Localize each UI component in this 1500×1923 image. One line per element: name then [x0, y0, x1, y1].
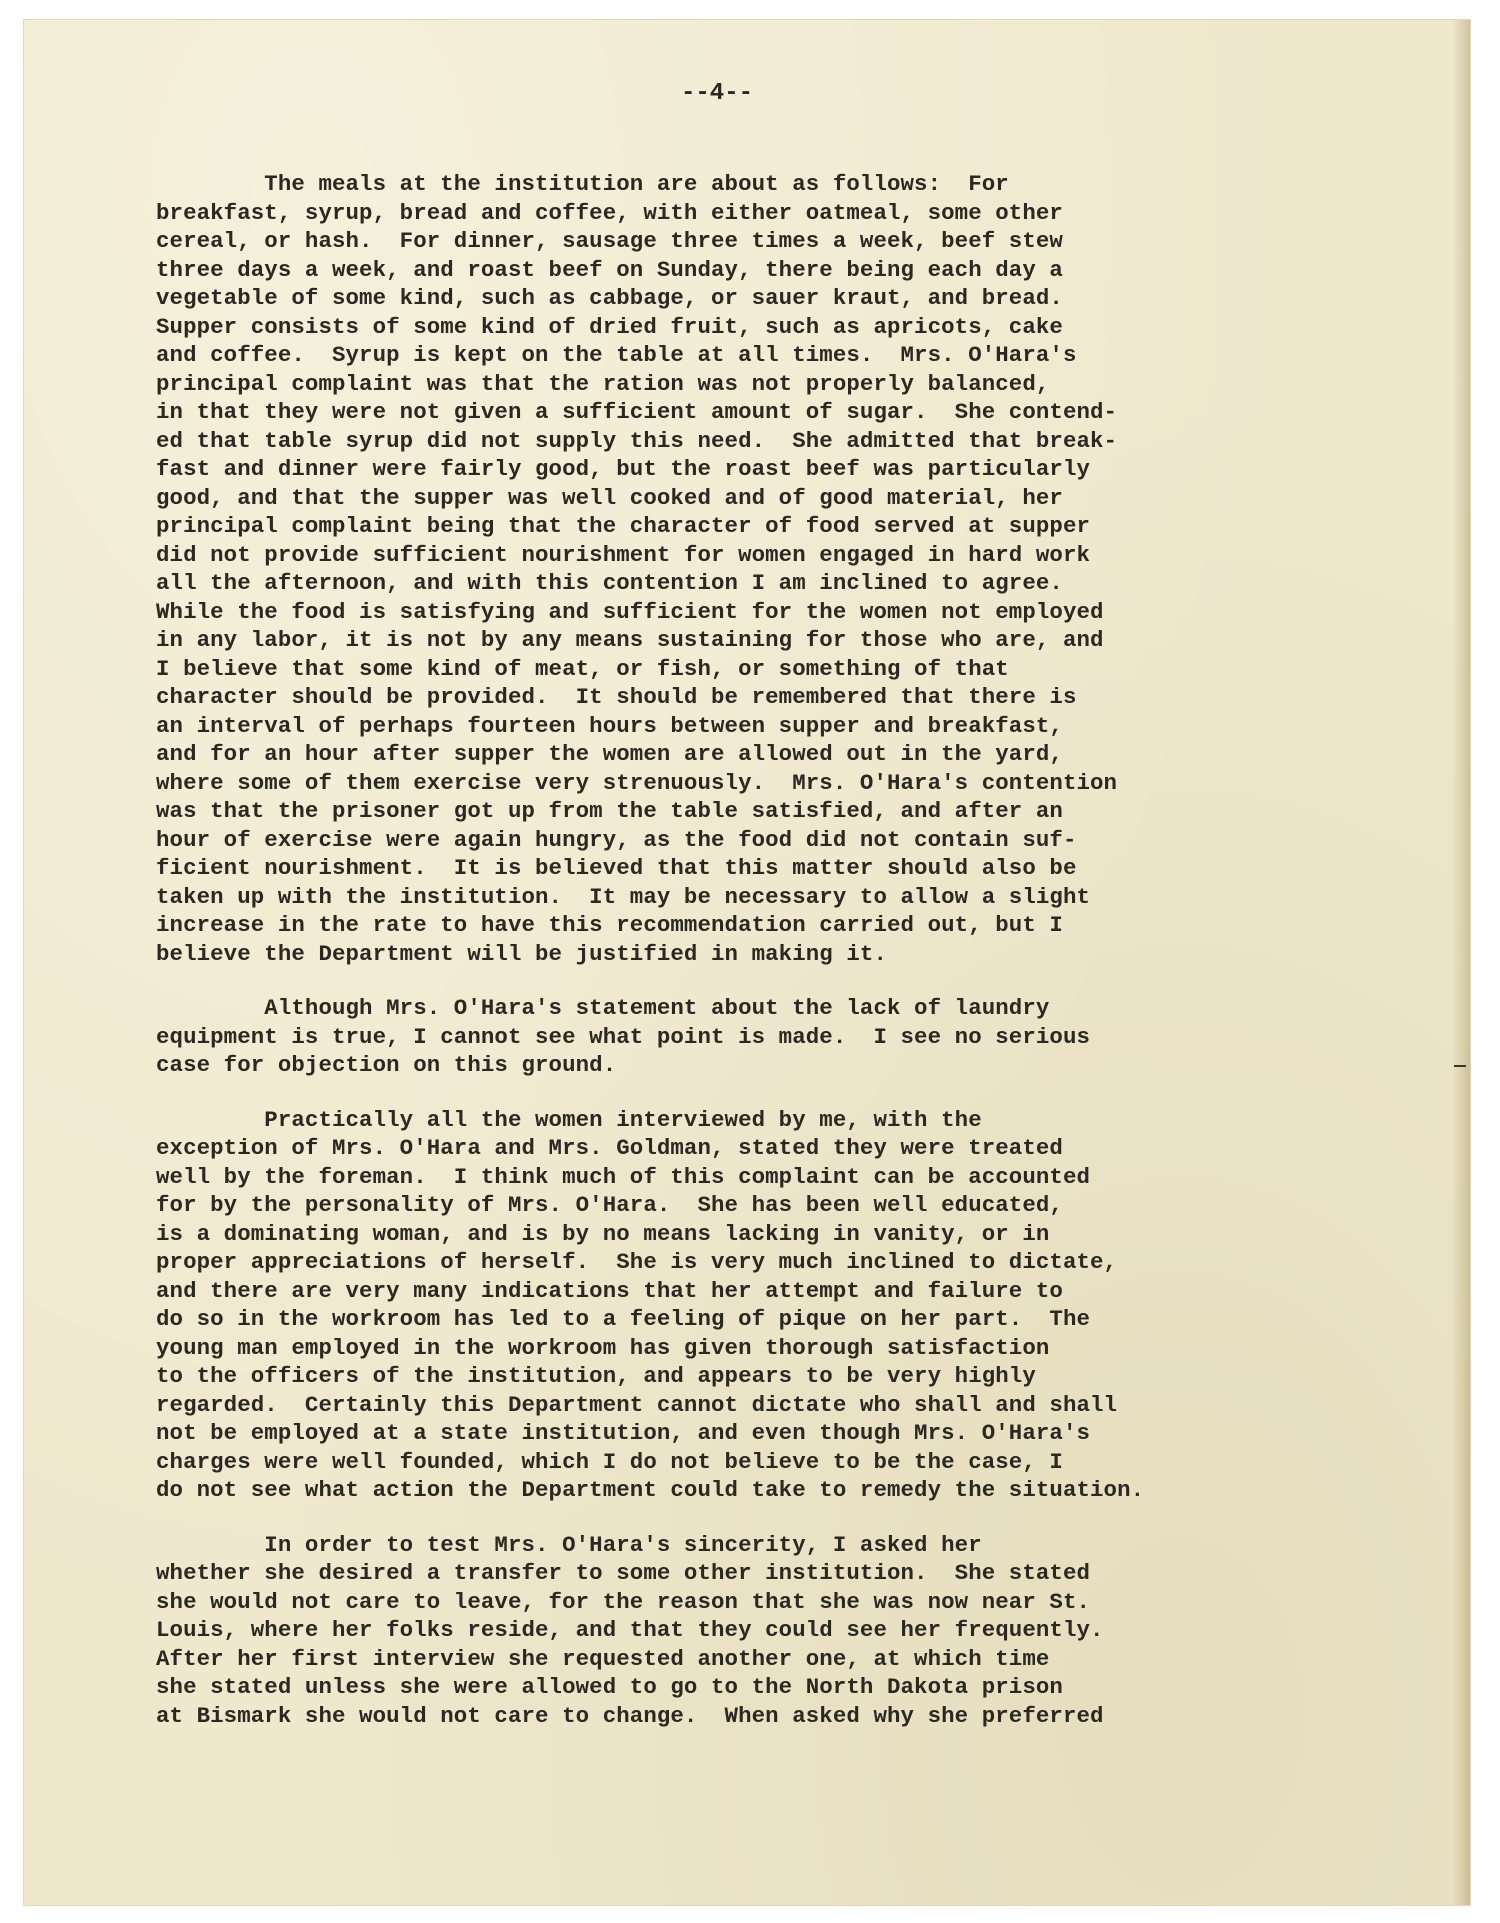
- text-line: principal complaint was that the ration was not properly balanced,: [156, 370, 1050, 397]
- text-line: increase in the rate to have this recommendation carried out, but I: [156, 912, 1063, 938]
- paragraph-transfer: [156, 1531, 1396, 1731]
- text-line: she would not care to leave, for the reason that she was now near St.: [156, 1588, 1091, 1615]
- margin-mark: [1454, 1065, 1466, 1067]
- text-line: Practically all the women interviewed by me, with the: [156, 1106, 982, 1133]
- text-line: for by the personality of Mrs. O'Hara. She has been well educated,: [156, 1192, 1063, 1218]
- text-line: well by the foreman. I think much of this complaint can be accounted: [156, 1163, 1091, 1190]
- text-line: equipment is true, I cannot see what point is made. I see no serious: [156, 1023, 1091, 1050]
- text-line: vegetable of some kind, such as cabbage, or sauer kraut, and bread.: [156, 285, 1063, 311]
- paragraph-foreman: [156, 1106, 1396, 1505]
- text-line: do not see what action the Department could take to remedy the situation.: [156, 1477, 1145, 1503]
- text-line: is a dominating woman, and is by no means lacking in vanity, or in: [156, 1220, 1050, 1247]
- text-line: an interval of perhaps fourteen hours between supper and breakfast,: [156, 712, 1063, 739]
- text-line: and for an hour after supper the women are allowed out in the yard,: [156, 741, 1063, 767]
- text-line: Supper consists of some kind of dried fruit, such as apricots, cake: [156, 313, 1063, 340]
- text-line: do so in the workroom has led to a feeling of pique on her part. The: [156, 1306, 1091, 1332]
- text-line: in any labor, it is not by any means sustaining for those who are, and: [156, 627, 1104, 653]
- text-line: young man employed in the workroom has given thorough satisfaction: [156, 1334, 1050, 1361]
- page-number: --4--: [680, 80, 753, 107]
- text-line: taken up with the institution. It may be necessary to allow a slight: [156, 883, 1091, 910]
- text-line: she stated unless she were allowed to go to the North Dakota prison: [156, 1674, 1063, 1700]
- text-line: In order to test Mrs. O'Hara's sincerity, I asked her: [156, 1531, 982, 1558]
- text-line: exception of Mrs. O'Hara and Mrs. Goldman, stated they were treated: [156, 1135, 1063, 1161]
- text-line: While the food is satisfying and sufficient for the women not employed: [156, 598, 1104, 625]
- text-line: Although Mrs. O'Hara's statement about the lack of laundry: [156, 995, 1050, 1021]
- text-line: regarded. Certainly this Department cannot dictate who shall and shall: [156, 1391, 1118, 1418]
- text-line: not be employed at a state institution, and even though Mrs. O'Hara's: [156, 1420, 1091, 1446]
- text-line: all the afternoon, and with this contention I am inclined to agree.: [156, 570, 1063, 596]
- text-line: charges were well founded, which I do not believe to be the case, I: [156, 1448, 1063, 1475]
- text-line: The meals at the institution are about as follows: For: [156, 171, 1009, 197]
- typed-document-page: [24, 20, 1470, 1905]
- text-line: good, and that the supper was well cooked and of good material, her: [156, 484, 1063, 511]
- document-body: [156, 170, 1396, 1756]
- text-line: Louis, where her folks reside, and that they could see her frequently.: [156, 1617, 1104, 1643]
- text-line: fast and dinner were fairly good, but the roast beef was particularly: [156, 456, 1091, 482]
- text-line: was that the prisoner got up from the table satisfied, and after an: [156, 798, 1063, 824]
- paragraph-meals: [156, 170, 1396, 968]
- text-line: to the officers of the institution, and appears to be very highly: [156, 1363, 1036, 1389]
- text-line: believe the Department will be justified in making it.: [156, 940, 887, 967]
- text-line: character should be provided. It should be remembered that there is: [156, 684, 1077, 710]
- paragraph-laundry: [156, 994, 1396, 1080]
- text-line: and coffee. Syrup is kept on the table at all times. Mrs. O'Hara's: [156, 342, 1077, 368]
- text-line: whether she desired a transfer to some other institution. She stated: [156, 1560, 1091, 1586]
- text-line: ed that table syrup did not supply this need. She admitted that break-: [156, 427, 1118, 454]
- text-line: in that they were not given a sufficient amount of sugar. She contend-: [156, 399, 1118, 425]
- text-line: After her first interview she requested another one, at which time: [156, 1645, 1050, 1672]
- text-line: three days a week, and roast beef on Sunday, there being each day a: [156, 256, 1063, 283]
- text-line: cereal, or hash. For dinner, sausage three times a week, beef stew: [156, 228, 1063, 254]
- text-line: and there are very many indications that her attempt and failure to: [156, 1277, 1063, 1304]
- text-line: hour of exercise were again hungry, as the food did not contain suf-: [156, 826, 1077, 853]
- text-line: where some of them exercise very strenuously. Mrs. O'Hara's contention: [156, 769, 1118, 796]
- paper-edge-shading: [1452, 20, 1470, 1905]
- text-line: principal complaint being that the character of food served at supper: [156, 513, 1091, 539]
- text-line: I believe that some kind of meat, or fish, or something of that: [156, 655, 1009, 682]
- text-line: ficient nourishment. It is believed that this matter should also be: [156, 855, 1077, 881]
- text-line: did not provide sufficient nourishment for women engaged in hard work: [156, 541, 1091, 568]
- text-line: at Bismark she would not care to change. When asked why she preferred: [156, 1702, 1104, 1729]
- text-line: breakfast, syrup, bread and coffee, with either oatmeal, some other: [156, 199, 1063, 226]
- text-line: case for objection on this ground.: [156, 1052, 617, 1078]
- text-line: proper appreciations of herself. She is very much inclined to dictate,: [156, 1249, 1118, 1275]
